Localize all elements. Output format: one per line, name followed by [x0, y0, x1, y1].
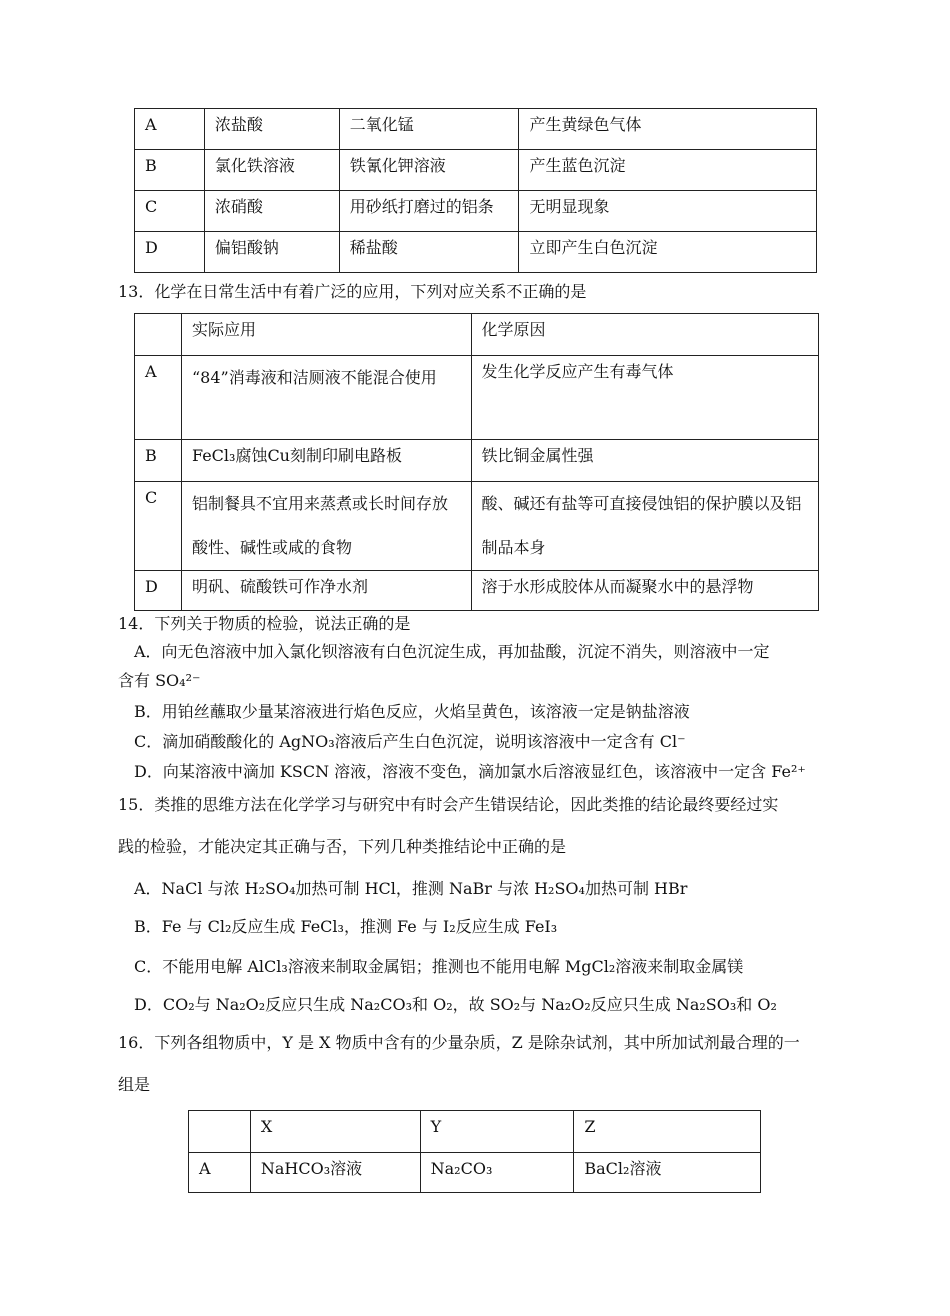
table-cell: A — [189, 1153, 251, 1193]
q14-option-d: D．向某溶液中滴加 KSCN 溶液，溶液不变色，滴加氯水后溶液显红色，该溶液中一定含 Fe²⁺ — [134, 762, 806, 781]
table-cell: BaCl₂溶液 — [574, 1153, 761, 1193]
table-row — [135, 232, 817, 273]
q14-option-a-cont: 含有 SO₄²⁻ — [118, 671, 201, 690]
table-cell: 产生黄绿色气体 — [519, 109, 817, 150]
table-cell: 稀盐酸 — [339, 232, 519, 273]
table-cell: FeCl₃腐蚀Cu刻制印刷电路板 — [181, 440, 471, 482]
table-cell: 酸、碱还有盐等可直接侵蚀铝的保护膜以及铝制品本身 — [471, 482, 818, 571]
table-header: Y — [420, 1111, 574, 1153]
table-row — [135, 571, 819, 611]
q15-option-c: C．不能用电解 AlCl₃溶液来制取金属铝；推测也不能用电解 MgCl₂溶液来制取金属镁 — [134, 957, 744, 976]
table-cell: 二氧化锰 — [339, 109, 519, 150]
table-header — [189, 1111, 251, 1153]
q15-option-b: B．Fe 与 Cl₂反应生成 FeCl₃，推测 Fe 与 I₂反应生成 FeI₃ — [134, 917, 558, 936]
table-cell: 铁比铜金属性强 — [471, 440, 818, 482]
table-header-row — [135, 314, 819, 356]
table-cell: B — [135, 440, 182, 482]
table-row — [135, 191, 817, 232]
q16-stem-line1: 16．下列各组物质中，Y 是 X 物质中含有的少量杂质，Z 是除杂试剂，其中所加试剂最合理的一 — [118, 1033, 800, 1052]
table-cell: NaHCO₃溶液 — [250, 1153, 420, 1193]
table-row — [135, 482, 819, 571]
q14-option-c: C．滴加硝酸酸化的 AgNO₃溶液后产生白色沉淀，说明该溶液中一定含有 Cl⁻ — [134, 732, 686, 751]
q13-stem: 13．化学在日常生活中有着广泛的应用，下列对应关系不正确的是 — [118, 282, 587, 301]
table-cell: Na₂CO₃ — [420, 1153, 574, 1193]
q12-table — [134, 108, 817, 273]
table-cell: D — [135, 571, 182, 611]
table-row — [135, 356, 819, 440]
table-cell: 浓硝酸 — [204, 191, 339, 232]
table-cell: “84”消毒液和洁厕液不能混合使用 — [181, 356, 471, 440]
table-cell: C — [135, 191, 205, 232]
q14-stem: 14．下列关于物质的检验，说法正确的是 — [118, 614, 411, 633]
table-cell: 用砂纸打磨过的铝条 — [339, 191, 519, 232]
table-cell: 铁氰化钾溶液 — [339, 150, 519, 191]
table-cell: A — [135, 356, 182, 440]
table-header-row — [189, 1111, 761, 1153]
table-row — [135, 109, 817, 150]
table-cell: 浓盐酸 — [204, 109, 339, 150]
table-cell: 立即产生白色沉淀 — [519, 232, 817, 273]
table-header: X — [250, 1111, 420, 1153]
q15-option-d: D．CO₂与 Na₂O₂反应只生成 Na₂CO₃和 O₂，故 SO₂与 Na₂O₂反应只生成 Na₂SO₃和 O₂ — [134, 995, 777, 1014]
table-cell: 氯化铁溶液 — [204, 150, 339, 191]
q15-option-a: A．NaCl 与浓 H₂SO₄加热可制 HCl，推测 NaBr 与浓 H₂SO₄加热可制 HBr — [134, 879, 688, 898]
table-header: 化学原因 — [471, 314, 818, 356]
q15-stem-line1: 15．类推的思维方法在化学学习与研究中有时会产生错误结论，因此类推的结论最终要经过实 — [118, 795, 779, 814]
table-cell: 偏铝酸钠 — [204, 232, 339, 273]
table-row — [189, 1153, 761, 1193]
q16-table — [188, 1110, 761, 1193]
table-cell: 明矾、硫酸铁可作净水剂 — [181, 571, 471, 611]
table-row — [135, 440, 819, 482]
q14-option-b: B．用铂丝蘸取少量某溶液进行焰色反应，火焰呈黄色，该溶液一定是钠盐溶液 — [134, 702, 690, 721]
q15-stem-line2: 践的检验，才能决定其正确与否，下列几种类推结论中正确的是 — [118, 837, 567, 856]
table-cell: A — [135, 109, 205, 150]
table-header — [135, 314, 182, 356]
table-cell: B — [135, 150, 205, 191]
table-header: Z — [574, 1111, 761, 1153]
q14-option-a: A．向无色溶液中加入氯化钡溶液有白色沉淀生成，再加盐酸，沉淀不消失，则溶液中一定 — [134, 642, 770, 661]
table-cell: C — [135, 482, 182, 571]
table-cell: 发生化学反应产生有毒气体 — [471, 356, 818, 440]
q13-table — [134, 313, 819, 611]
table-cell: 无明显现象 — [519, 191, 817, 232]
table-cell: 产生蓝色沉淀 — [519, 150, 817, 191]
table-cell: 溶于水形成胶体从而凝聚水中的悬浮物 — [471, 571, 818, 611]
table-cell: 铝制餐具不宜用来蒸煮或长时间存放酸性、碱性或咸的食物 — [181, 482, 471, 571]
table-cell: D — [135, 232, 205, 273]
q16-stem-line2: 组是 — [118, 1075, 151, 1094]
table-header: 实际应用 — [181, 314, 471, 356]
table-row — [135, 150, 817, 191]
